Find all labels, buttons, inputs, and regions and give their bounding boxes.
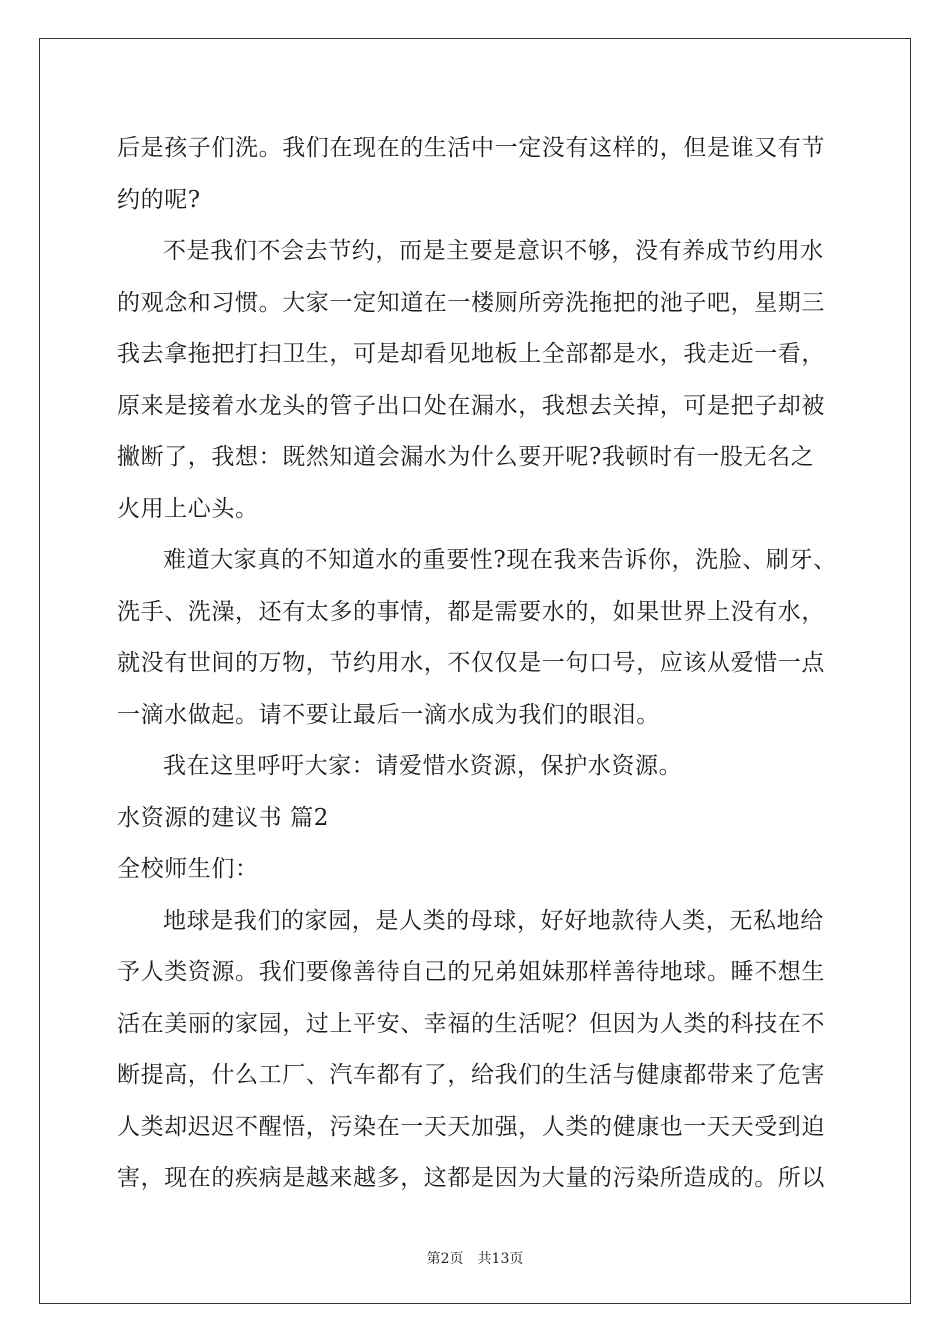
text-line: 我在这里呼吁大家：请爱惜水资源，保护水资源。	[163, 753, 683, 779]
text-line: 断提高，什么工厂、汽车都有了，给我们的生活与健康都带来了危害	[117, 1062, 825, 1088]
page-number: 第2页	[426, 1251, 464, 1267]
text-line: 火用上心头。	[117, 496, 259, 522]
text-line: 的观念和习惯。大家一定知道在一楼厕所旁洗拖把的池子吧，星期三	[117, 290, 825, 316]
text-line: 予人类资源。我们要像善待自己的兄弟姐妹那样善待地球。睡不想生	[117, 959, 825, 985]
text-line: 后是孩子们洗。我们在现在的生活中一定没有这样的，但是谁又有节	[117, 135, 825, 161]
page-footer	[0, 1248, 950, 1268]
text-line: 活在美丽的家园，过上平安、幸福的生活呢？但因为人类的科技在不	[117, 1011, 825, 1037]
page-total: 共13页	[477, 1251, 524, 1267]
text-line: 就没有世间的万物，节约用水，不仅仅是一句口号，应该从爱惜一点	[117, 650, 825, 676]
text-line: 撇断了，我想：既然知道会漏水为什么要开呢?我顿时有一股无名之	[117, 444, 815, 470]
text-line: 害，现在的疾病是越来越多，这都是因为大量的污染所造成的。所以	[117, 1165, 825, 1191]
text-line: 我去拿拖把打扫卫生，可是却看见地板上全部都是水，我走近一看，	[117, 341, 825, 367]
text-line: 不是我们不会去节约，而是主要是意识不够，没有养成节约用水	[163, 238, 824, 264]
text-line: 人类却迟迟不醒悟，污染在一天天加强，人类的健康也一天天受到迫	[117, 1114, 825, 1140]
text-line: 一滴水做起。请不要让最后一滴水成为我们的眼泪。	[117, 702, 660, 728]
text-line: 原来是接着水龙头的管子出口处在漏水，我想去关掉，可是把子却被	[117, 393, 825, 419]
text-line: 洗手、洗澡，还有太多的事情，都是需要水的，如果世界上没有水，	[117, 599, 825, 625]
text-line: 难道大家真的不知道水的重要性?现在我来告诉你，洗脸、刷牙、	[163, 547, 837, 573]
text-line: 地球是我们的家园，是人类的母球，好好地款待人类，无私地给	[163, 908, 824, 934]
text-line: 约的呢?	[117, 187, 201, 213]
section-heading: 水资源的建议书 篇2	[117, 805, 329, 831]
salutation: 全校师生们：	[117, 856, 259, 882]
